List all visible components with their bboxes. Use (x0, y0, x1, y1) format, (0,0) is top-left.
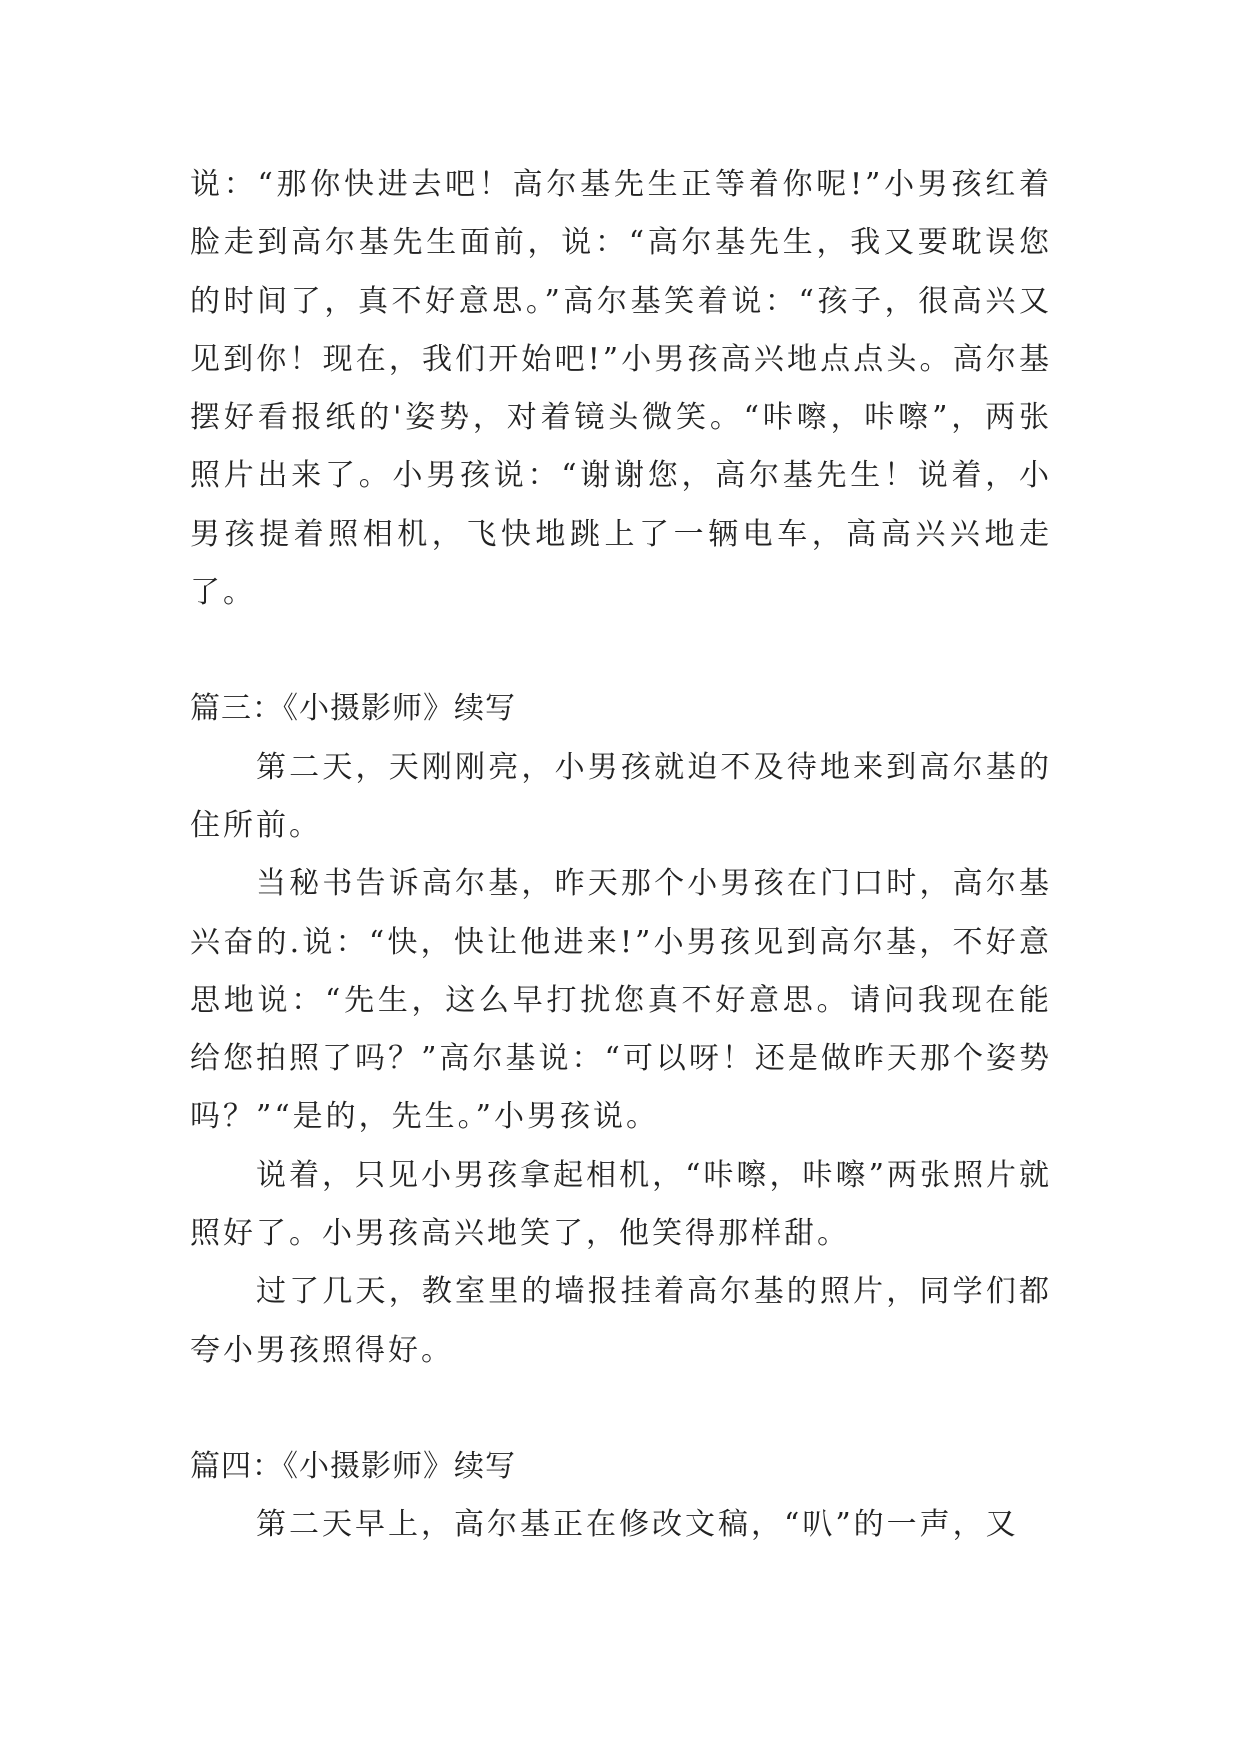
section-3-paragraph-2: 当秘书告诉高尔基，昨天那个小男孩在门口时，高尔基兴奋的.说：“快，快让他进来!”小男孩见到高尔基，不好意思地说：“先生，这么早打扰您真不好意思。请问我现在能给您拍照了吗？”高尔基说：“可以呀！还是做昨天那个姿势吗？”“是的，先生。”小男孩说。 (190, 866, 1052, 1135)
section-spacer (190, 1380, 1052, 1438)
section-3-heading: 篇三：《小摄影师》续写 (190, 691, 516, 727)
section-3-paragraph-4: 过了几天，教室里的墙报挂着高尔基的照片，同学们都夸小男孩照得好。 (190, 1274, 1052, 1368)
section-3-paragraph-1: 第二天，天刚刚亮，小男孩就迫不及待地来到高尔基的住所前。 (190, 749, 1052, 843)
section-3-paragraph-3: 说着，只见小男孩拿起相机，“咔嚓，咔嚓”两张照片就照好了。小男孩高兴地笑了，他笑得那样甜。 (190, 1157, 1052, 1252)
section-4-heading: 篇四：《小摄影师》续写 (190, 1448, 516, 1484)
document-body (190, 156, 1052, 1555)
section-2-closing-paragraph: 说：“那你快进去吧！高尔基先生正等着你呢!”小男孩红着脸走到高尔基先生面前，说：“高尔基先生，我又要耽误您的时间了，真不好意思。”高尔基笑着说：“孩子，很高兴又见到你！现在，我们开始吧!”小男孩高兴地点点头。高尔基摆好看报纸的'姿势，对着镜头微笑。“咔嚓，咔嚓”，两张照片出来了。小男孩说：“谢谢您，高尔基先生！说着，小男孩提着照相机，飞快地跳上了一辆电车，高高兴兴地走了。 (190, 167, 1052, 611)
section-4-paragraph-1: 第二天早上，高尔基正在修改文稿，“叭”的一声，又 (256, 1507, 1019, 1543)
section-spacer (190, 622, 1052, 680)
